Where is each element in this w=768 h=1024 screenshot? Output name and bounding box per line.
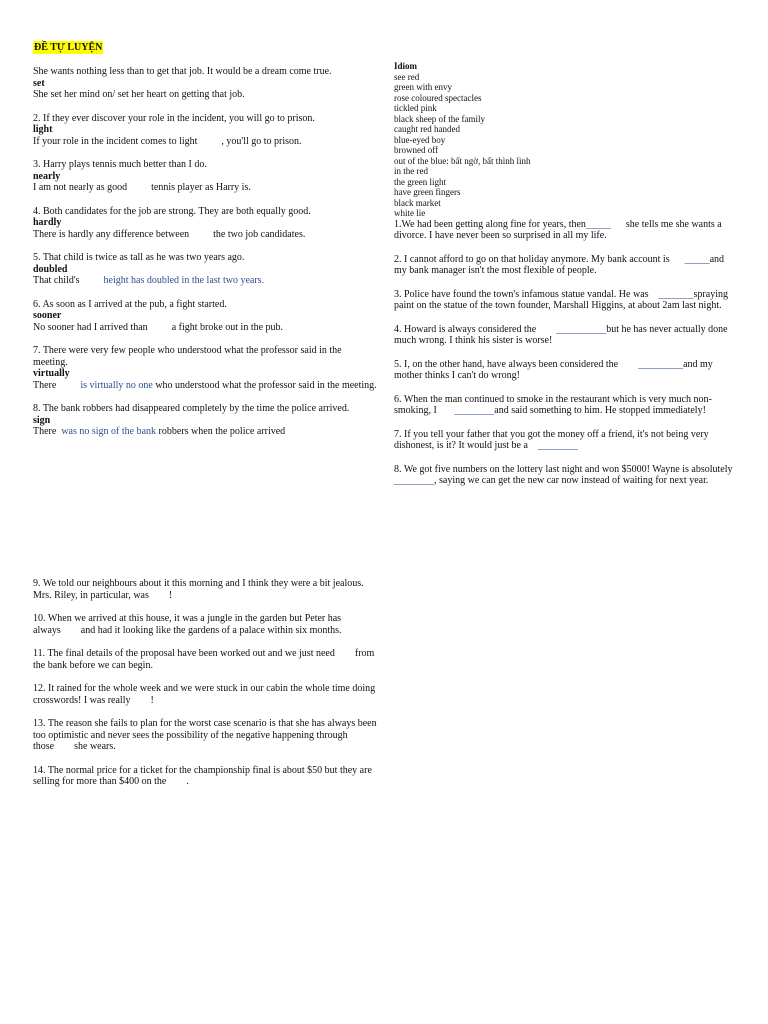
answer-line <box>33 426 378 438</box>
question-text: 4. Howard is always considered the <box>394 323 537 335</box>
answer-blank: _____ <box>585 218 611 230</box>
question-text: and had it looking like the gardens of a palace within six months. <box>80 624 342 636</box>
question-text: , saying we can get the new car now instead of waiting for next year. <box>434 475 709 486</box>
question-prompt: 8. The bank robbers had disappeared completely by the time the police arrived. <box>33 403 350 414</box>
answer-fill: height has doubled in the last two years. <box>103 275 265 286</box>
idiom-question <box>394 464 739 487</box>
idiom-box <box>394 61 739 219</box>
idiom-item: have green fingers <box>394 187 461 197</box>
question-text: . <box>186 776 189 787</box>
answer-text: There <box>33 379 57 391</box>
answer-blank: ________ <box>394 475 434 486</box>
question-text: 8. We got five numbers on the lottery last night and won $5000! Wayne is absolutely <box>394 463 733 475</box>
question-text: 9. We told our neighbours about it this morning and I think they were a bit jealous. Mrs. Riley, in particular, was <box>33 578 364 601</box>
idiom-item: out of the blue: bất ngờ, bất thình lình <box>394 155 531 166</box>
answer-line <box>33 275 378 287</box>
idiom-item: blue-eyed boy <box>394 134 446 145</box>
answer-text: the two job candidates. <box>213 228 306 240</box>
idiom-question <box>33 613 378 636</box>
page-title: ĐỀ TỰ LUYỆN <box>34 42 103 53</box>
answer-blank: _________ <box>638 358 684 370</box>
answer-line <box>33 380 378 392</box>
idiom-heading: Idiom <box>394 61 418 71</box>
question-text: and said something to him. He stopped immediately! <box>494 405 706 416</box>
transformation-item <box>33 299 378 334</box>
answer-text: No sooner had I arrived than <box>33 321 148 333</box>
answer-text: If your role in the incident comes to light <box>33 135 198 147</box>
question-text: and my mother thinks I can't do wrong! <box>394 358 713 381</box>
question-text: and my bank manager isn't the most flexible of people. <box>394 253 725 276</box>
answer-blank: _____ <box>684 253 710 265</box>
idiom-item: in the red <box>394 166 428 176</box>
idiom-question <box>33 648 378 671</box>
answer-blank: __________ <box>556 323 607 335</box>
keyword: virtually <box>33 368 70 379</box>
keyword: set <box>33 77 45 89</box>
idiom-question <box>394 219 739 242</box>
question-text: but he has never actually done much wrong. I think his sister is worse! <box>394 323 728 346</box>
question-prompt: 2. If they ever discover your role in the incident, you will go to prison. <box>33 112 315 124</box>
idiom-question <box>33 718 378 753</box>
question-prompt: 6. As soon as I arrived at the pub, a fight started. <box>33 298 227 310</box>
question-text: 3. Police have found the town's infamous statue vandal. He was <box>394 288 649 300</box>
answer-blank: ________ <box>537 440 578 451</box>
question-text: 6. When the man continued to smoke in the restaurant which is very much non-smoking, I <box>394 393 712 416</box>
transformation-section <box>33 66 378 450</box>
idiom-question <box>394 429 739 452</box>
idiom-question <box>394 324 739 347</box>
idiom-question <box>394 394 739 417</box>
keyword: hardly <box>33 217 62 228</box>
question-text: spraying paint on the statue of the town founder, Marshall Higgins, at about 2am last night. <box>394 288 728 311</box>
question-text: ! <box>150 694 154 706</box>
idiom-item: see red <box>394 71 420 82</box>
question-prompt: 3. Harry plays tennis much better than I do. <box>33 159 207 170</box>
question-prompt: 5. That child is twice as tall as he was two years ago. <box>33 252 245 263</box>
idiom-section <box>394 61 739 499</box>
question-text: she wears. <box>74 741 116 752</box>
question-text: she tells me she wants a divorce. I have never been so surprised in all my life. <box>394 218 722 241</box>
transformation-item <box>33 206 378 241</box>
idiom-item: white lie <box>394 208 426 218</box>
question-text: 14. The normal price for a ticket for the championship final is about $50 but they are selling for more than $400 on the <box>33 764 372 787</box>
transformation-item <box>33 113 378 148</box>
answer-text: She set her mind on/ set her heart on getting that job. <box>33 89 245 100</box>
transformation-item <box>33 403 378 438</box>
question-prompt: 4. Both candidates for the job are strong. They are both equally good. <box>33 205 311 217</box>
answer-text: I am not nearly as good <box>33 182 128 193</box>
answer-text: , you'll go to prison. <box>221 135 302 147</box>
question-text: 13. The reason she fails to plan for the worst case scenario is that she has always been too optimistic and never sees the possibility of the negative happening through those <box>33 718 377 752</box>
idiom-item: black market <box>394 197 441 208</box>
idiom-questions-continued <box>33 578 378 800</box>
answer-line <box>33 136 378 148</box>
keyword: light <box>33 124 53 135</box>
idiom-item: tickled pink <box>394 103 437 113</box>
idiom-question <box>394 289 739 312</box>
answer-blank: _______ <box>658 288 694 300</box>
answer-line <box>33 229 378 241</box>
question-text: 12. It rained for the whole week and we were stuck in our cabin the whole time doing crosswords! I was really <box>33 683 376 706</box>
question-text: ! <box>168 589 173 601</box>
answer-text: robbers when the police arrived <box>158 426 286 437</box>
question-prompt: She wants nothing less than to get that job. It would be a dream come true. <box>33 66 332 77</box>
transformation-item <box>33 159 378 194</box>
answer-line <box>33 182 378 194</box>
question-prompt: 7. There were very few people who understood what the professor said in the meeting. <box>33 345 342 368</box>
question-text: 5. I, on the other hand, have always been considered the <box>394 358 619 370</box>
idiom-question <box>394 359 739 382</box>
answer-text: There <box>33 426 57 437</box>
keyword: doubled <box>33 263 68 275</box>
question-text: 1.We had been getting along fine for years, then <box>394 218 586 230</box>
idiom-question <box>394 254 739 277</box>
question-text: 10. When we arrived at this house, it was a jungle in the garden but Peter has always <box>33 613 342 636</box>
answer-line <box>33 89 378 101</box>
idiom-item: black sheep of the family <box>394 113 485 124</box>
idiom-item: caught red handed <box>394 124 460 134</box>
idiom-question <box>33 765 378 788</box>
answer-text: That child's <box>33 275 80 286</box>
keyword: sign <box>33 414 51 426</box>
transformation-item <box>33 345 378 391</box>
idiom-question <box>33 578 378 601</box>
keyword: nearly <box>33 170 61 182</box>
answer-line <box>33 322 378 334</box>
keyword: sooner <box>33 310 62 321</box>
answer-fill: was no sign of the bank <box>61 426 157 437</box>
answer-text: who understood what the professor said in the meeting. <box>155 379 377 391</box>
answer-fill: is virtually no one <box>80 379 153 391</box>
answer-text: There is hardly any difference between <box>33 228 190 240</box>
idiom-question <box>33 683 378 706</box>
question-text: 11. The final details of the proposal have been worked out and we just need <box>33 648 335 659</box>
question-text: from the bank before we can begin. <box>33 648 375 671</box>
idiom-item: the green light <box>394 176 446 187</box>
idiom-item: rose coloured spectacles <box>394 92 482 103</box>
answer-text: tennis player as Harry is. <box>151 182 251 193</box>
answer-blank: ________ <box>454 405 495 416</box>
idiom-item: green with envy <box>394 82 452 92</box>
transformation-item <box>33 66 378 101</box>
question-text: 2. I cannot afford to go on that holiday anymore. My bank account is <box>394 253 670 265</box>
idiom-item: browned off <box>394 145 439 155</box>
question-text: 7. If you tell your father that you got the money off a friend, it's not being very dishonest, is it? It would just be a <box>394 428 709 451</box>
transformation-item <box>33 252 378 287</box>
answer-text: a fight broke out in the pub. <box>171 321 284 333</box>
